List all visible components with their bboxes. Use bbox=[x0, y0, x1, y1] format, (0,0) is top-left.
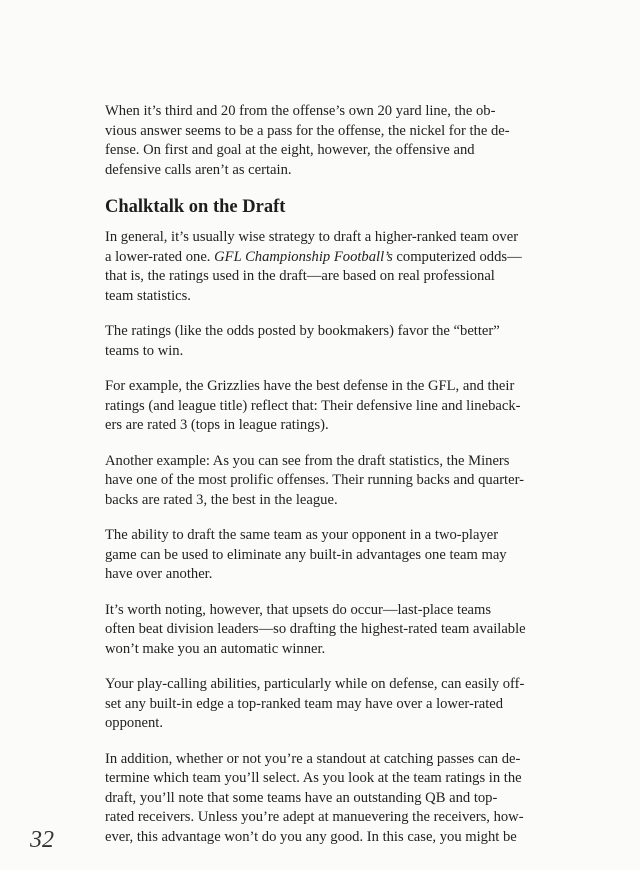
paragraph-grizzlies-example bbox=[105, 377, 545, 436]
text-line: The ability to draft the same team as your opponent in a two-player bbox=[105, 527, 499, 543]
text-line: It’s worth noting, however, that upsets do occur—last-place teams bbox=[105, 601, 492, 618]
text-line: have one of the most prolific offenses. Their running backs and quarter- bbox=[105, 472, 525, 488]
page-number: 32 bbox=[30, 827, 54, 853]
text-line: In addition, whether or not you’re a standout at catching passes can de- bbox=[105, 750, 521, 767]
text-line: ever, this advantage won’t do you any good. In this case, you might be bbox=[105, 828, 517, 845]
paragraph-receivers bbox=[105, 750, 545, 848]
section-heading: Chalktalk on the Draft bbox=[105, 197, 286, 217]
game-title-italic: GFL Championship Football’s bbox=[214, 248, 393, 265]
text-line: rated receivers. Unless you’re adept at manuevering the receivers, how- bbox=[105, 809, 524, 825]
text-line: When it’s third and 20 from the offense’s own 20 yard line, the ob- bbox=[105, 103, 496, 119]
text-line: In general, it’s usually wise strategy to draft a higher-ranked team over bbox=[105, 229, 519, 245]
text-line: The ratings (like the odds posted by bookmakers) favor the “better” bbox=[105, 323, 500, 339]
paragraph-miners-example bbox=[105, 452, 545, 511]
text-line: have over another. bbox=[105, 566, 213, 582]
text-line: game can be used to eliminate any built-in advantages one team may bbox=[105, 546, 507, 563]
text-line: team statistics. bbox=[105, 287, 191, 304]
text-fragment: a lower-rated one. bbox=[105, 248, 215, 265]
text-line: that is, the ratings used in the draft—are based on real professional bbox=[105, 268, 495, 284]
paragraph-ratings bbox=[105, 322, 545, 361]
text-line: Another example: As you can see from the draft statistics, the Miners bbox=[105, 452, 510, 469]
text-line: For example, the Grizzlies have the best defense in the GFL, and their bbox=[105, 378, 515, 394]
text-line: ratings (and league title) reflect that: Their defensive line and lineback- bbox=[105, 397, 521, 414]
text-line: often beat division leaders—so drafting the highest-rated team available bbox=[105, 621, 526, 637]
body-text bbox=[105, 102, 545, 863]
paragraph-upsets bbox=[105, 601, 545, 660]
text-line: opponent. bbox=[105, 715, 163, 731]
paragraph-draft-strategy bbox=[105, 228, 545, 306]
text-line: defensive calls aren’t as certain. bbox=[105, 161, 292, 178]
text-line: teams to win. bbox=[105, 342, 184, 359]
text-line-with-title bbox=[105, 248, 545, 268]
paragraph-play-calling bbox=[105, 675, 545, 734]
text-line: won’t make you an automatic winner. bbox=[105, 640, 326, 657]
paragraph-same-team bbox=[105, 526, 545, 585]
text-line: ers are rated 3 (tops in league ratings). bbox=[105, 417, 329, 433]
text-line: Your play-calling abilities, particularly while on defense, can easily off- bbox=[105, 676, 525, 692]
text-line: set any built-in edge a top-ranked team may have over a lower-rated bbox=[105, 695, 504, 712]
text-line: termine which team you’ll select. As you look at the team ratings in the bbox=[105, 770, 522, 786]
text-line: fense. On first and goal at the eight, however, the offensive and bbox=[105, 142, 475, 158]
intro-paragraph bbox=[105, 102, 545, 180]
text-line: draft, you’ll note that some teams have an outstanding QB and top- bbox=[105, 789, 498, 806]
text-line: vious answer seems to be a pass for the offense, the nickel for the de- bbox=[105, 122, 510, 139]
text-line: backs are rated 3, the best in the league. bbox=[105, 491, 338, 508]
text-fragment: computerized odds— bbox=[392, 248, 522, 265]
